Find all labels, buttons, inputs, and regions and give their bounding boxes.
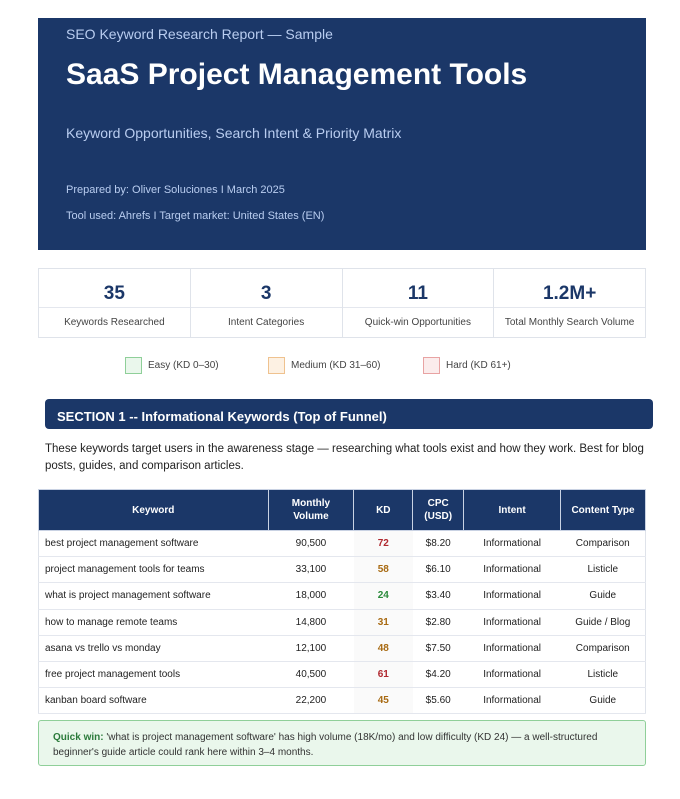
- column-header-kd: KD: [354, 490, 413, 531]
- keyword-cell: asana vs trello vs monday: [39, 635, 269, 661]
- legend-hard-label: Hard (KD 61+): [446, 360, 511, 371]
- section-1-intro: These keywords target users in the awareness stage — researching what tools exist and how they work. Best for blog posts, guides, and comparison articles.: [45, 443, 644, 472]
- volume-cell: 12,100: [268, 635, 354, 661]
- intent-cell: Informational: [464, 688, 561, 714]
- volume-cell: 33,100: [268, 557, 354, 583]
- kd-cell: 24: [354, 583, 413, 609]
- kd-cell: 31: [354, 609, 413, 635]
- report-header: [38, 18, 646, 250]
- kd-cell: 61: [354, 661, 413, 687]
- content-type-cell: Comparison: [561, 531, 646, 557]
- kd-cell: 45: [354, 688, 413, 714]
- cpc-cell: $2.80: [413, 609, 464, 635]
- legend-easy: [125, 357, 219, 374]
- keyword-cell: free project management tools: [39, 661, 269, 687]
- stat-quick-win-opportunities: [343, 269, 495, 337]
- legend-easy-swatch: [125, 357, 142, 374]
- column-header-intent: Intent: [464, 490, 561, 531]
- stat-total-volume: [494, 269, 645, 337]
- legend-hard-swatch: [423, 357, 440, 374]
- intent-cell: Informational: [464, 531, 561, 557]
- table-row: [39, 557, 646, 583]
- keyword-cell: project management tools for teams: [39, 557, 269, 583]
- column-header-cpc: CPC (USD): [413, 490, 464, 531]
- legend-medium-swatch: [268, 357, 285, 374]
- content-type-cell: Listicle: [561, 557, 646, 583]
- stat-value: 3: [260, 283, 272, 304]
- intent-cell: Informational: [464, 635, 561, 661]
- stat-value: 1.2M+: [542, 283, 597, 304]
- report-subtitle: Keyword Opportunities, Search Intent & Priority Matrix: [66, 125, 402, 141]
- volume-cell: 18,000: [268, 583, 354, 609]
- report-kicker: SEO Keyword Research Report — Sample: [66, 26, 333, 42]
- table-row: [39, 635, 646, 661]
- difficulty-legend: [0, 357, 680, 375]
- cpc-cell: $5.60: [413, 688, 464, 714]
- stat-label: Quick-win Opportunities: [343, 307, 494, 338]
- volume-cell: 22,200: [268, 688, 354, 714]
- column-header-content-type: Content Type: [561, 490, 646, 531]
- stat-label: Intent Categories: [191, 307, 342, 338]
- kd-cell: 48: [354, 635, 413, 661]
- legend-medium-label: Medium (KD 31–60): [291, 360, 381, 371]
- table-header-row: [39, 490, 646, 531]
- quick-win-text: 'what is project management software' has high volume (18K/mo) and low difficulty (KD 24) — a well-structured beginner's guide article could rank here within 3–4 months.: [53, 732, 598, 758]
- report-prepared-by: Prepared by: Oliver Soluciones I March 2025: [66, 184, 285, 196]
- keyword-cell: how to manage remote teams: [39, 609, 269, 635]
- volume-cell: 40,500: [268, 661, 354, 687]
- kd-cell: 58: [354, 557, 413, 583]
- summary-stats: [38, 268, 646, 338]
- cpc-cell: $3.40: [413, 583, 464, 609]
- table-row: [39, 661, 646, 687]
- stat-value: 35: [103, 283, 125, 304]
- stat-label: Keywords Researched: [39, 307, 190, 338]
- quick-win-callout: [38, 720, 646, 766]
- legend-medium: [268, 357, 380, 374]
- table-row: [39, 609, 646, 635]
- stat-keywords-researched: [39, 269, 191, 337]
- keyword-cell: kanban board software: [39, 688, 269, 714]
- intent-cell: Informational: [464, 661, 561, 687]
- cpc-cell: $6.10: [413, 557, 464, 583]
- legend-easy-label: Easy (KD 0–30): [148, 360, 219, 371]
- stat-intent-categories: [191, 269, 343, 337]
- informational-keywords-table: [38, 489, 646, 714]
- kd-cell: 72: [354, 531, 413, 557]
- report-tool-used: Tool used: Ahrefs I Target market: United States (EN): [66, 210, 325, 222]
- content-type-cell: Guide: [561, 688, 646, 714]
- cpc-cell: $7.50: [413, 635, 464, 661]
- legend-hard: [423, 357, 511, 374]
- column-header-keyword: Keyword: [39, 490, 269, 531]
- stat-label: Total Monthly Search Volume: [494, 307, 645, 338]
- intent-cell: Informational: [464, 557, 561, 583]
- stat-value: 11: [407, 283, 428, 304]
- table-row: [39, 583, 646, 609]
- content-type-cell: Listicle: [561, 661, 646, 687]
- volume-cell: 90,500: [268, 531, 354, 557]
- report-title: SaaS Project Management Tools: [66, 58, 528, 91]
- content-type-cell: Comparison: [561, 635, 646, 661]
- volume-cell: 14,800: [268, 609, 354, 635]
- section-1-heading: SECTION 1 -- Informational Keywords (Top of Funnel): [45, 399, 653, 429]
- keyword-cell: best project management software: [39, 531, 269, 557]
- content-type-cell: Guide: [561, 583, 646, 609]
- cpc-cell: $8.20: [413, 531, 464, 557]
- intent-cell: Informational: [464, 583, 561, 609]
- table-row: [39, 688, 646, 714]
- column-header-volume: Monthly Volume: [268, 490, 354, 531]
- quick-win-label: Quick win:: [53, 732, 104, 743]
- content-type-cell: Guide / Blog: [561, 609, 646, 635]
- intent-cell: Informational: [464, 609, 561, 635]
- keyword-cell: what is project management software: [39, 583, 269, 609]
- table-row: [39, 531, 646, 557]
- cpc-cell: $4.20: [413, 661, 464, 687]
